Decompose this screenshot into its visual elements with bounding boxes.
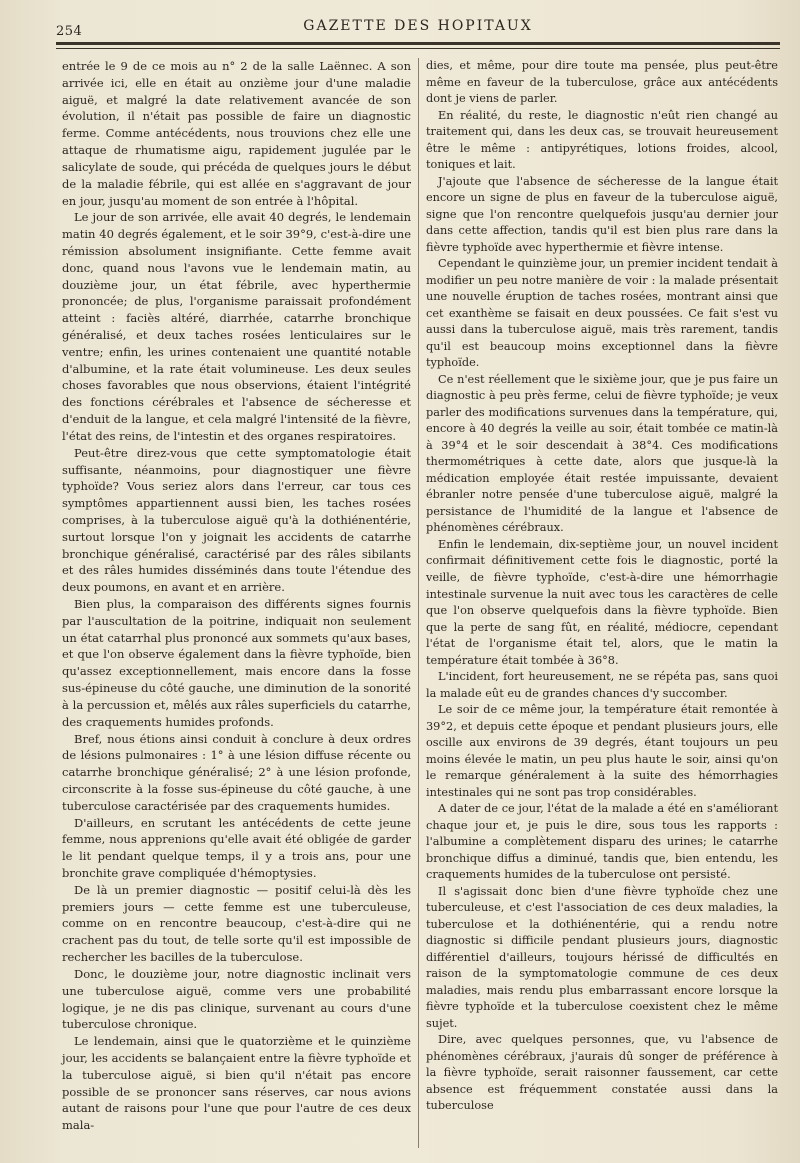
paragraph: dies, et même, pour dire toute ma pensée, plus peut-être même en faveur de la tuberculose, grâce aux antécédents dont je viens de parler. (426, 59, 778, 106)
paragraph: Il s'agissait donc bien d'une fièvre typhoïde chez une tuberculeuse, et c'est l'association de ces deux maladies, la tuberculose et la dothiénentérie, qui a rendu notre diagnostic si difficile pendant plusieurs jours, diagnostic différentiel d'ailleurs, toujours hérissé de difficultés en raison de la symptomatologie commune de ces deux maladies, mais rendu plus embarrassant encore lorsque la fièvre typhoïde et la tuberculose coexistent chez le même sujet. (426, 884, 778, 1030)
page-header (56, 14, 780, 44)
column-divider (418, 58, 419, 1148)
paragraph: L'incident, fort heureusement, ne se répéta pas, sans quoi la malade eût eu de grandes chances d'y succomber. (426, 670, 778, 700)
paragraph: Le jour de son arrivée, elle avait 40 degrés, le lendemain matin 40 degrés également, et le soir 39°9, c'est-à-dire une rémission absolument insignifiante. Cette femme avait donc, quand nous l'avons vue le lendemain matin, au douzième jour, un état fébrile, avec hyperthermie prononcée; de plus, l'organisme paraissait profondément atteint : faciès altéré, diarrhée, catarrhe bronchique généralisé, et deux taches rosées lenticulaires sur le ventre; enfin, les urines contenaient une quantité notable d'albumine, et la rate était volumineuse. Les deux seules choses favorables que nous observions, étaient l'intégrité des fonctions cérébrales et l'absence de sécheresse et d'enduit de la langue, et cela malgré l'intensité de la fièvre, l'état des reins, de l'intestin et des organes respiratoires. (62, 210, 411, 443)
header-rule-thick (56, 42, 780, 45)
paragraph: Enfin le lendemain, dix-septième jour, un nouvel incident confirmait définitivement cette fois le diagnostic, porté la veille, de fièvre typhoïde, c'est-à-dire une hémorrhagie intestinale survenue la nuit avec tous les caractères de celle que l'on observe quelquefois dans la fièvre typhoïde. Bien que la perte de sang fût, en réalité, médiocre, cependant l'état de l'organisme était tel, alors, que le matin la température était tombée à 36°8. (426, 537, 778, 667)
paragraph: De là un premier diagnostic — positif celui-là dès les premiers jours — cette femme est une tuberculeuse, comme on en rencontre beaucoup, c'est-à-dire qui ne crachent pas du tout, de telle sorte qu'il est impossible de rechercher les bacilles de la tuberculose. (62, 882, 411, 965)
paragraph: Bref, nous étions ainsi conduit à conclure à deux ordres de lésions pulmonaires : 1° à une lésion diffuse récente ou catarrhe bronchique généralisé; 2° à une lésion profonde, circonscrite à la fosse sus-épineuse du côté gauche, à une tuberculose caractérisée par des craquements humides. (62, 731, 411, 813)
paragraph: Donc, le douzième jour, notre diagnostic inclinait vers une tuberculose aiguë, comme vers une probabilité logique, je ne dis pas clinique, survenant au cours d'une tuberculose chronique. (62, 966, 411, 1032)
paragraph: D'ailleurs, en scrutant les antécédents de cette jeune femme, nous apprenions qu'elle avait été obligée de garder le lit pendant quelque temps, il y a trois ans, pour une bronchite grave compliquée d'hémoptysies. (62, 815, 411, 880)
paragraph: Ce n'est réellement que le sixième jour, que je pus faire un diagnostic à peu près ferme, celui de fièvre typhoïde; je veux parler des modifications survenues dans la température, qui, encore à 40 degrés la veille au soir, était tombée ce matin-là à 39°4 et le soir descendait à 38°4. Ces modifications thermométriques à cette date, alors que jusque-là la médication employée était restée impuissante, devaient ébranler notre pensée d'une tuberculose aiguë, malgré la persistance de l'humidité de la langue et l'absence de phénomènes cérébraux. (426, 372, 778, 535)
left-column (62, 58, 411, 1148)
right-column (426, 58, 778, 1148)
paragraph: A dater de ce jour, l'état de la malade a été en s'améliorant chaque jour et, je puis le dire, sous tous les rapports : l'albumine a complètement disparu des urines; le catarrhe bronchique diffus a diminué, tandis que, bien entendu, les craquements humides de la tuberculose ont persisté. (426, 802, 778, 882)
paragraph: Peut-être direz-vous que cette symptomatologie était suffisante, néanmoins, pour diagnostiquer une fièvre typhoïde? Vous seriez alors dans l'erreur, car tous ces symptômes appartiennent aussi bien, les taches rosées comprises, à la tuberculose aiguë qu'à la dothiénentérie, surtout lorsque l'on y joignait les accidents de catarrhe bronchique généralisé, caractérisé par des râles sibilants et des râles humides disséminés dans toute l'étendue des deux poumons, en avant et en arrière. (62, 445, 411, 595)
journal-title: GAZETTE DES HOPITAUX (303, 18, 533, 34)
paragraph: Dire, avec quelques personnes, que, vu l'absence de phénomènes cérébraux, j'aurais dû songer de préférence à la fièvre typhoïde, serait raisonner faussement, car cette absence est fréquemment constatée aussi dans la tuberculose (426, 1033, 778, 1113)
paragraph: En réalité, du reste, le diagnostic n'eût rien changé au traitement qui, dans les deux cas, se trouvait heureusement être le même : antipyrétiques, lotions froides, alcool, toniques et lait. (426, 108, 778, 172)
paragraph: Le soir de ce même jour, la température était remontée à 39°2, et depuis cette époque et pendant plusieurs jours, elle oscille aux environs de 39 degrés, étant toujours un peu moins élevée le matin, un peu plus haute le soir, ainsi qu'on le remarque généralement à la suite des hémorrhagies intestinales qui ne sont pas trop considérables. (426, 703, 778, 799)
paragraph: Cependant le quinzième jour, un premier incident tendait à modifier un peu notre manière de voir : la malade présentait une nouvelle éruption de taches rosées, montrant ainsi que cet exanthème se faisait en deux poussées. Ce fait s'est vu aussi dans la tuberculose aiguë, mais très rarement, tandis qu'il est beaucoup moins exceptionnel dans la fièvre typhoïde. (426, 257, 778, 370)
page-number: 254 (56, 24, 83, 39)
header-rule-thin (56, 48, 780, 49)
paragraph: Le lendemain, ainsi que le quatorzième et le quinzième jour, les accidents se balançaient entre la fièvre typhoïde et la tuberculose aiguë, si bien qu'il n'était pas encore possible de se prononcer sans réserves, car nous avions autant de raisons pour l'une que pour l'autre de ces deux mala- (62, 1034, 411, 1133)
paragraph: Bien plus, la comparaison des différents signes fournis par l'auscultation de la poitrine, indiquait non seulement un état catarrhal plus prononcé aux sommets qu'aux bases, et que l'on observe également dans la fièvre typhoïde, bien qu'assez exceptionnellement, mais encore dans la fosse sus-épineuse du côté gauche, une diminution de la sonorité à la percussion et, mêlés aux râles superficiels du catarrhe, des craquements humides profonds. (62, 597, 411, 729)
paragraph: entrée le 9 de ce mois au n° 2 de la salle Laënnec. A son arrivée ici, elle en était au onzième jour d'une maladie aiguë, et malgré la date relativement avancée de son évolution, il n'était pas possible de faire un diagnostic ferme. Comme antécédents, nous trouvions chez elle une attaque de rhumatisme aigu, rapidement jugulée par le salicylate de soude, qui précéda de quelques jours le début de la maladie fébrile, qui est allée en s'aggravant de jour en jour, jusqu'au moment de son entrée à l'hôpital. (62, 59, 411, 208)
paragraph: J'ajoute que l'absence de sécheresse de la langue était encore un signe de plus en faveur de la tuberculose aiguë, signe que l'on rencontre quelquefois jusqu'au dernier jour dans cette affection, tandis qu'il est bien plus rare dans la fièvre typhoïde avec hyperthermie et fièvre intense. (426, 174, 778, 254)
